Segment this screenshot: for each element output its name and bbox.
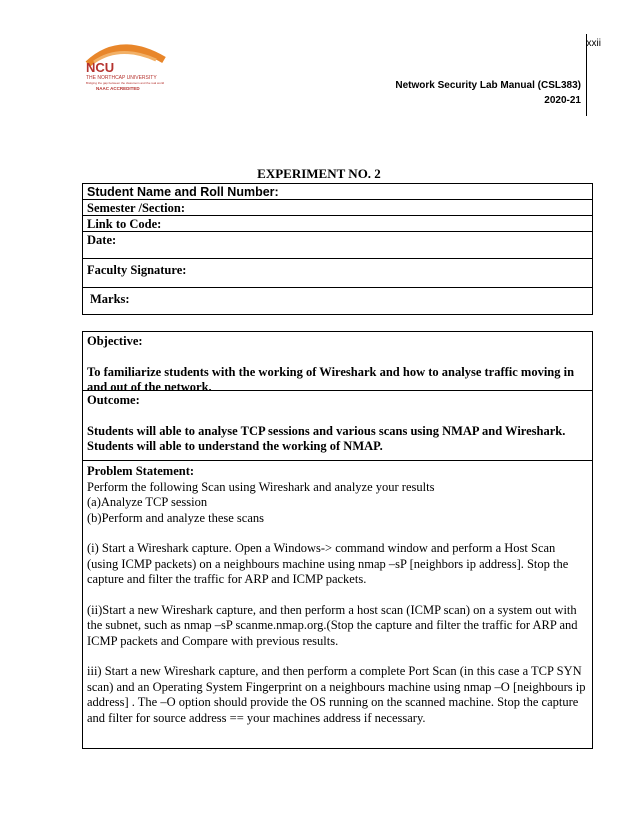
outcome-text-1: Students will able to analyse TCP sessions and various scans using NMAP and Wireshark. xyxy=(87,423,566,438)
svg-text:THE NORTHCAP UNIVERSITY: THE NORTHCAP UNIVERSITY xyxy=(86,75,157,81)
svg-text:NAAC ACCREDITED: NAAC ACCREDITED xyxy=(96,86,140,91)
university-logo xyxy=(80,42,172,92)
experiment-title: EXPERIMENT NO. 2 xyxy=(257,166,381,181)
step-1: (i) Start a Wireshark capture. Open a Windows-> command window and perform a Host Scan (using ICMP packets) on a neighbours machine using nmap –sP [neighbors ip address]. Stop the capture and filter the traffic for ARP and ICMP packets. xyxy=(87,541,569,586)
outcome-cell xyxy=(83,391,592,461)
svg-text:NCU: NCU xyxy=(86,60,115,75)
problem-a: (a)Analyze TCP session xyxy=(87,495,208,509)
problem-intro: Perform the following Scan using Wireshark and analyze your results xyxy=(87,479,435,494)
svg-text:Bridging the gap between the c: Bridging the gap between the classroom and the real world xyxy=(86,81,165,85)
experiment-content-table xyxy=(82,331,593,749)
student-info-table xyxy=(82,183,593,315)
problem-heading: Problem Statement: xyxy=(87,464,195,478)
objective-cell xyxy=(83,332,592,394)
problem-b: (b)Perform and analyze these scans xyxy=(87,510,265,525)
problem-statement-cell xyxy=(83,461,592,726)
semester-row: Semester /Section: xyxy=(83,200,592,216)
manual-year: 2020-21 xyxy=(544,95,581,106)
manual-title: Network Security Lab Manual (CSL383) xyxy=(395,80,581,91)
objective-heading: Objective: xyxy=(87,334,143,348)
header-divider xyxy=(586,34,587,116)
step-2: (ii)Start a new Wireshark capture, and then perform a host scan (ICMP scan) on a system out with the subnet, such as nmap –sP scanme.nmap.org.(Stop the capture and filter the traffic for ARP and ICMP packets and Compare with previous results. xyxy=(87,602,578,648)
objective-text: To familiarize students with the working of Wireshark and how to analyse traffic moving in and out of the network. xyxy=(87,364,575,394)
marks-row: Marks: xyxy=(90,292,130,306)
outcome-text-2: Students will able to understand the working of NMAP. xyxy=(87,439,383,453)
link-row: Link to Code: xyxy=(83,216,592,232)
date-row: Date: xyxy=(83,232,592,259)
student-name-row: Student Name and Roll Number: xyxy=(83,184,592,200)
faculty-signature-row: Faculty Signature: xyxy=(83,259,592,288)
step-3: iii) Start a new Wireshark capture, and then perform a complete Port Scan (in this case a TCP SYN scan) and an Operating System Fingerprint on a neighbours machine using nmap –O [neighbours ip address] . The –O option should provide the OS running on the scanned machine. Stop the capture and filter for source address == your machines address if necessary. xyxy=(87,664,586,725)
outcome-heading: Outcome: xyxy=(87,393,140,407)
page-number: xxii xyxy=(586,38,601,49)
